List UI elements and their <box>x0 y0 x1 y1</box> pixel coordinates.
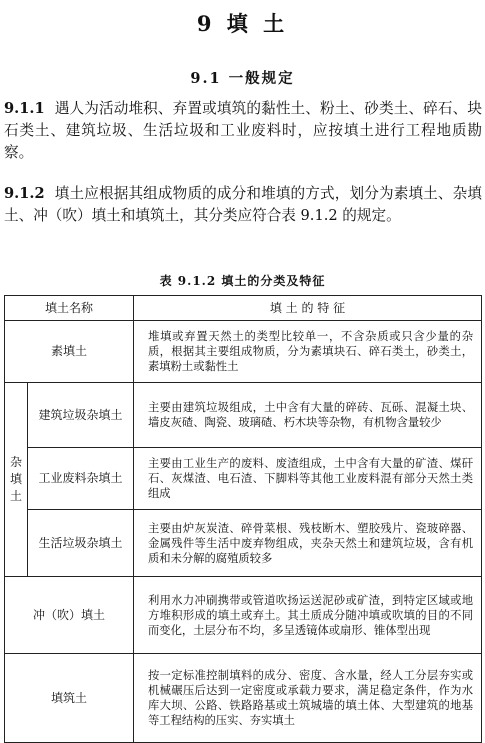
table-row <box>5 448 482 510</box>
table-header-row <box>5 296 482 321</box>
chapter-title: 9 填 土 <box>196 11 289 36</box>
paragraph-9-1-2 <box>4 183 482 227</box>
table-row <box>5 383 482 448</box>
fill-classification-table <box>4 295 482 743</box>
fill-name: 冲（吹）填土 <box>5 577 134 654</box>
fill-feature: 按一定标准控制填料的成分、密度、含水量，经人工分层夯实或机械碾压后达到一定密度或承载力要求，满足稳定条件，作为水库大坝、公路、铁路路基或土筑城墙的填土体、大型建筑的地基等工程结构的压实、夯实填土 <box>134 654 482 743</box>
clause-number: 9.1.1 <box>4 100 45 117</box>
table-row <box>5 654 482 743</box>
fill-feature: 主要由建筑垃圾组成，土中含有大量的碎砖、瓦砾、混凝土块、墙皮灰碴、陶瓷、玻璃碴、朽木块等杂物，有机物含量较少 <box>134 383 482 448</box>
fill-name: 素填土 <box>5 321 134 383</box>
fill-feature: 利用水力冲刷携带或管道吹扬运送泥砂或矿渣，到特定区域或地方堆积形成的填土或弃土。其土质成分随冲填或吹填的目的不同而变化，土层分布不均，多呈透镜体或扇形、锥体型出现 <box>134 577 482 654</box>
table-row <box>5 510 482 577</box>
header-name: 填土名称 <box>5 296 134 321</box>
fill-feature: 主要由炉灰炭渣、碎骨菜根、残枝断木、塑胶残片、瓷玻碎器、金属残件等生活中废弃物组成，夹杂天然土和建筑垃圾，含有机质和未分解的腐殖质较多 <box>134 510 482 577</box>
fill-name: 生活垃圾杂填土 <box>28 510 134 577</box>
fill-feature: 堆填或弃置天然土的类型比较单一，不含杂质或只含少量的杂质，根据其主要组成物质，分为素填块石、碎石类土，砂类土，素填粉土或黏性土 <box>134 321 482 383</box>
fill-feature: 主要由工业生产的废料、废渣组成，土中含有大量的矿渣、煤矸石、灰煤渣、电石渣、下脚料等其他工业废料混有部分天然土类组成 <box>134 448 482 510</box>
table-caption: 表 9.1.2 填土的分类及特征 <box>159 274 326 288</box>
header-feature: 填 土 的 特 征 <box>134 296 482 321</box>
mixed-fill-group-label <box>5 383 28 577</box>
fill-name: 填筑土 <box>5 654 134 743</box>
clause-number: 9.1.2 <box>4 185 45 202</box>
fill-name: 建筑垃圾杂填土 <box>28 383 134 448</box>
section-title: 9.1 一般规定 <box>190 70 295 87</box>
clause-text: 填土应根据其组成物质的成分和堆填的方式，划分为素填土、杂填土、冲（吹）填土和填筑土，其分类应符合表 9.1.2 的规定。 <box>4 185 482 224</box>
table-row <box>5 577 482 654</box>
table-row <box>5 321 482 383</box>
mixed-fill-group-text: 杂填土 <box>10 455 23 503</box>
fill-name: 工业废料杂填土 <box>28 448 134 510</box>
clause-text: 遇人为活动堆积、弃置或填筑的黏性土、粉土、砂类土、碎石、块石类土、建筑垃圾、生活垃圾和工业废料时，应按填土进行工程地质勘察。 <box>4 100 482 161</box>
paragraph-9-1-1 <box>4 98 482 164</box>
